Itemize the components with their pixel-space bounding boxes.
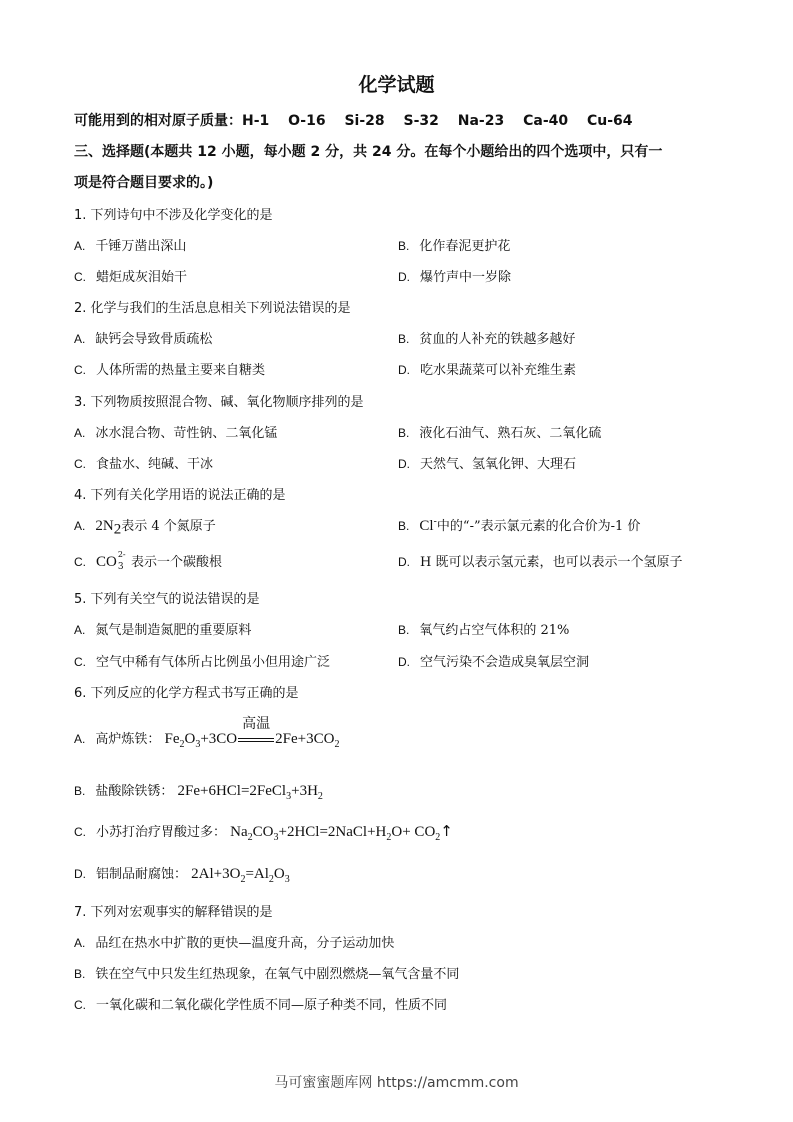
q1-option-c: C. 蜡炬成灰泪始干 <box>74 270 188 285</box>
q6-option-c: C. 小苏打治疗胃酸过多： $Na_2CO_3+2HCl=2NaCl+H_2O+$ $CO_2↑$ <box>74 822 453 843</box>
q7-option-a: A. 品红在热水中扩散的更快—温度升高，分子运动加快 <box>74 936 395 951</box>
q5-option-d: D. 空气污染不会造成臭氧层空洞 <box>398 655 590 670</box>
question-2-stem: 2. 化学与我们的生活息息相关下列说法错误的是 <box>74 301 351 316</box>
page-title: 化学试题 <box>358 74 435 96</box>
q1-option-a: A. 千锤万凿出深山 <box>74 239 187 254</box>
q4-option-c: C. CO 2- 3 表示一个碳酸根 <box>74 549 222 572</box>
q4-option-a: A. $2N_2$表示 4 个氮原子 <box>74 518 216 538</box>
up-arrow-icon: ↑ <box>440 822 453 840</box>
q4-option-d: D. H 既可以表示氢元素，也可以表示一个氢原子 <box>398 555 683 570</box>
q7-option-b: B. 铁在空气中只发生红热现象，在氧气中剧烈燃烧—氧气含量不同 <box>74 967 460 982</box>
q4-option-b: B. Cl-中的“-”表示氯元素的化合价为-1 价 <box>398 516 641 534</box>
q3-option-d: D. 天然气、氢氧化钾、大理石 <box>398 457 577 472</box>
question-1-stem: 1. 下列诗句中不涉及化学变化的是 <box>74 208 273 223</box>
question-5-stem: 5. 下列有关空气的说法错误的是 <box>74 592 260 607</box>
atomic-masses: 可能用到的相对原子质量：H-1 O-16 Si-28 S-32 Na-23 Ca-40 Cu-64 <box>74 113 633 129</box>
q6-c-equation: $Na_2CO_3+2HCl=2NaCl+H_2O+ CO_2$ <box>230 824 441 843</box>
page-footer-watermark: 马可蜜蜜题库网 https://amcmm.com <box>274 1075 519 1091</box>
q6-b-equation: $2Fe+6HCl=2FeCl_3+3H_2$ <box>177 783 323 802</box>
q5-option-b: B. 氧气约占空气体积的 21% <box>398 623 570 638</box>
question-4-stem: 4. 下列有关化学用语的说法正确的是 <box>74 488 286 503</box>
q6-option-b: B. 盐酸除铁锈： $2Fe+6HCl=2FeCl_3+3H_2$ <box>74 783 323 802</box>
q7-option-c: C. 一氧化碳和二氧化碳化学性质不同—原子种类不同，性质不同 <box>74 998 448 1013</box>
q1-option-d: D. 爆竹声中一岁除 <box>398 270 512 285</box>
q3-option-c: C. 食盐水、纯碱、干冰 <box>74 457 214 472</box>
section-heading-line1: 三、选择题(本题共 12 小题，每小题 2 分，共 24 分。在每个小题给出的四个选项中，只有一 <box>74 144 663 160</box>
q2-option-d: D. 吃水果蔬菜可以补充维生素 <box>398 363 577 378</box>
section-heading-line2: 项是符合题目要求的。) <box>74 175 214 191</box>
q6-option-a: A. 高炉炼铁： $Fe_2O_3+3CO$ 高温 $2Fe+3CO_2$ <box>74 717 340 750</box>
q2-option-c: C. 人体所需的热量主要来自糖类 <box>74 363 266 378</box>
q2-option-a: A. 缺钙会导致骨质疏松 <box>74 332 213 347</box>
q3-option-b: B. 液化石油气、熟石灰、二氧化硫 <box>398 426 602 441</box>
question-3-stem: 3. 下列物质按照混合物、碱、氧化物顺序排列的是 <box>74 395 364 410</box>
q3-option-a: A. 冰水混合物、苛性钠、二氧化锰 <box>74 426 278 441</box>
question-7-stem: 7. 下列对宏观事实的解释错误的是 <box>74 905 273 920</box>
q1-option-b: B. 化作春泥更护花 <box>398 239 511 254</box>
q6-option-d: D. 铝制品耐腐蚀： $2Al+3O_2=Al_2O_3$ <box>74 866 290 885</box>
q2-option-b: B. 贫血的人补充的铁越多越好 <box>398 332 576 347</box>
q6-d-equation: $2Al+3O_2=Al_2O_3$ <box>191 866 290 885</box>
q5-option-a: A. 氮气是制造氮肥的重要原料 <box>74 623 252 638</box>
q6-a-equation: $Fe_2O_3+3CO$ 高温 $2Fe+3CO_2$ <box>164 717 340 750</box>
q5-option-c: C. 空气中稀有气体所占比例虽小但用途广泛 <box>74 655 331 670</box>
question-6-stem: 6. 下列反应的化学方程式书写正确的是 <box>74 686 299 701</box>
